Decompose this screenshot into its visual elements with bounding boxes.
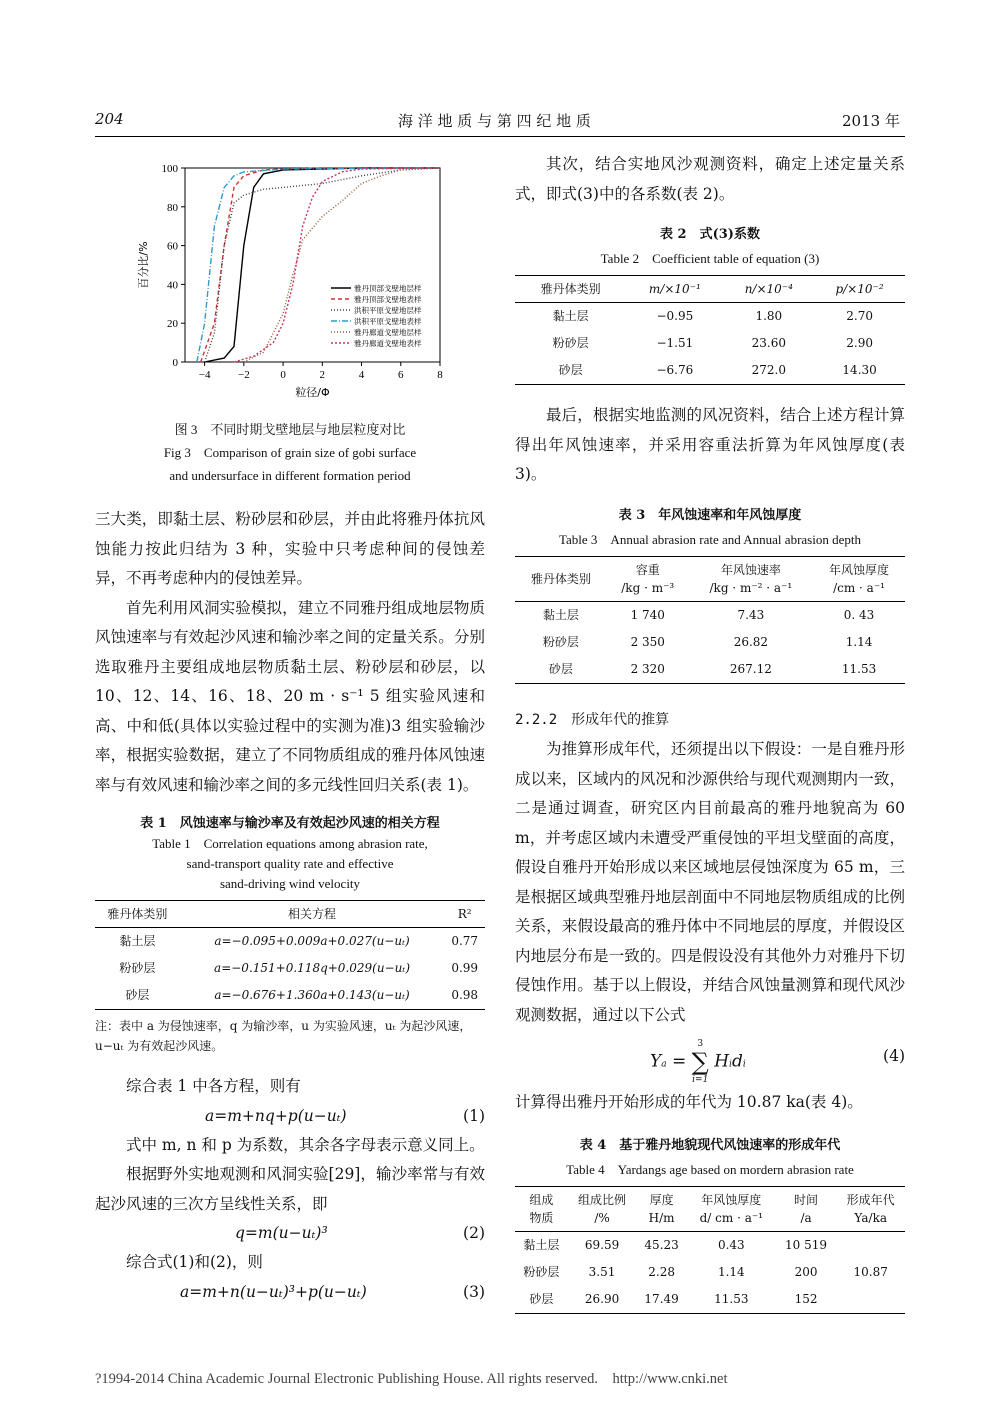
paragraph: 为推算形成年代，还须提出以下假设：一是自雅丹形成以来，区域内的风况和沙源供给与现代观测期内一致，二是通过调查，研究区内目前最高的雅丹地貌高为 60 m，并考虑区域内未遭受严重侵蚀的平坦戈壁面的高度，假设自雅丹开始形成以来区域地层侵蚀深度为 65 m，三是根据区域典型雅丹地层剖面中不同地层物质组成的比例关系，来假设最高的雅丹体中不同地层的厚度，并假设区内地层分布是一致的。四是假设没有其他外力对雅丹下切侵蚀作用。基于以上假设，并结合风蚀量测算和现代风沙观测数据，通过以下公式 [515, 740, 905, 1024]
table-header: m/×10⁻¹ [626, 276, 723, 303]
x-tick-label: 0 [280, 369, 286, 381]
table-row [515, 330, 905, 357]
y-tick-label: 100 [161, 163, 178, 175]
fig-caption-cn: 图 3 不同时期戈壁地层与地层粒度对比 [174, 422, 406, 437]
cell: 1.80 [755, 309, 783, 323]
table-3 [515, 556, 905, 684]
cell: 粉砂层 [552, 336, 589, 350]
table-row [95, 928, 485, 956]
table3-title-cn: 表 3 年风蚀速率和年风蚀厚度 [618, 507, 802, 523]
cell: 1.14 [845, 634, 873, 649]
cell: 10 519 [785, 1237, 828, 1252]
table-header: p/×10⁻² [814, 276, 905, 303]
cell: 2.90 [846, 336, 873, 350]
cell: 26.90 [568, 1286, 637, 1314]
cell: 黏土层 [523, 1237, 560, 1252]
table1-note: 注：表中 a 为侵蚀速率，q 为输沙率，u 为实验风速，uₜ 为起沙风速，u−uₜ 为有效起沙风速。 [95, 1019, 472, 1053]
table-row [515, 1231, 905, 1259]
cell: 10.87 [836, 1231, 905, 1313]
legend-label: 雅丹顶部戈壁地表样 [354, 295, 422, 304]
cell: 1.14 [717, 1264, 745, 1279]
cell: 2.28 [648, 1264, 675, 1279]
table-row [515, 357, 905, 385]
paragraph: 根据野外实地观测和风洞实验[29]，输沙率常与有效起沙风速的三次方呈线性关系，即 [95, 1165, 485, 1213]
table-header: 厚度 H/m [636, 1186, 687, 1231]
cell: a=−0.151+0.118q+0.029(u−uₜ) [214, 961, 410, 975]
cell: 0. 43 [843, 607, 875, 622]
cell: −6.76 [626, 357, 723, 385]
cell: 砂层 [95, 982, 180, 1010]
y-tick-label: 40 [167, 279, 178, 292]
cell: 黏土层 [542, 607, 579, 622]
cell: 17.49 [636, 1286, 687, 1314]
table1-title-en: sand-driving wind velocity [219, 876, 361, 891]
cell: −0.95 [656, 309, 694, 323]
cell: 3.51 [588, 1264, 616, 1279]
table-row [515, 656, 905, 684]
cell: 黏土层 [119, 934, 156, 948]
grain-size-chart [95, 150, 485, 400]
y-tick-label: 20 [167, 318, 178, 331]
table-row [515, 303, 905, 331]
table1-title-en: sand-transport quality rate and effective [186, 856, 394, 871]
equation-4 [515, 1030, 905, 1088]
fig-caption-en2: and undersurface in different formation period [169, 468, 411, 483]
figure-3 [95, 150, 485, 490]
x-tick-label: 2 [319, 369, 326, 381]
year: 2013 年 [842, 112, 900, 130]
cell: a=−0.676+1.360a+0.143(u−uₜ) [180, 982, 445, 1010]
header-rule [95, 136, 905, 137]
equation-text: q=m(u−uₜ)³ [235, 1224, 328, 1242]
cell: −1.51 [656, 336, 694, 350]
table-header: R² [444, 901, 485, 928]
x-tick-label: 4 [358, 369, 365, 381]
table3-title-en: Table 3 Annual abrasion rate and Annual abrasion depth [559, 531, 861, 547]
equation-number: (3) [463, 1282, 485, 1301]
cell: 23.60 [751, 336, 786, 350]
paragraph: 计算得出雅丹开始形成的年代为 10.87 ka(表 4)。 [515, 1093, 863, 1111]
left-column [95, 505, 485, 1307]
table-header: n/×10⁻⁴ [723, 276, 814, 303]
table2-title-cn: 表 2 式(3)系数 [660, 227, 760, 242]
paragraph: 三大类，即黏土层、粉砂层和砂层，并由此将雅丹体抗风蚀能力按此归结为 3 种，实验中只考虑种间的侵蚀差异，不再考虑种内的侵蚀差异。 [95, 510, 485, 587]
right-column [515, 150, 905, 1314]
cell: 2 350 [630, 634, 665, 649]
cell: 0.98 [444, 982, 485, 1010]
table-4 [515, 1186, 905, 1314]
x-tick-label: 8 [437, 369, 443, 381]
cell: 267.12 [689, 656, 813, 684]
paragraph: 综合式(1)和(2)，则 [126, 1253, 263, 1271]
y-tick-label: 80 [167, 201, 178, 214]
equation-number: (2) [463, 1224, 485, 1242]
cell: 粉砂层 [119, 961, 156, 975]
table-row [515, 629, 905, 656]
cell: 2 320 [607, 656, 689, 684]
cell: 26.82 [733, 634, 769, 649]
table1-title-en: Table 1 Correlation equations among abrasion rate, [152, 836, 428, 851]
table-header: 容重 /kg · m⁻³ [607, 556, 689, 601]
table-header: 年风蚀厚度 d/ cm · a⁻¹ [687, 1186, 776, 1231]
equation-2 [95, 1219, 485, 1248]
cell: 0.77 [451, 934, 479, 948]
equation-text: Ya = 3 ∑ i=1 Hidi [650, 1039, 746, 1085]
table1-title-cn: 表 1 风蚀速率与输沙率及有效起沙风速的相关方程 [140, 816, 440, 831]
legend-label: 雅丹廊道戈壁地层样 [354, 328, 422, 337]
cell: 砂层 [515, 1286, 568, 1314]
table-header: 组成比例 /% [568, 1186, 637, 1231]
table-row [95, 982, 485, 1010]
x-tick-label: −4 [198, 369, 211, 381]
table-header: 雅丹体类别 [515, 556, 607, 601]
paragraph: 其次，结合实地风沙观测资料，确定上述定量关系式，即式(3)中的各系数(表 2)。 [515, 155, 905, 203]
table2-title-en: Table 2 Coefficient table of equation (3) [600, 251, 820, 266]
table-row [95, 955, 485, 982]
table-row [515, 601, 905, 629]
equation-text: a=m+n(u−uₜ)³+p(u−uₜ) [180, 1282, 367, 1301]
y-tick-label: 60 [167, 240, 178, 253]
paragraph: 最后，根据实地监测的风况资料，结合上述方程计算得出年风蚀速率，并采用容重法折算为年风蚀厚度(表 3)。 [515, 406, 905, 483]
equation-3 [95, 1278, 485, 1307]
table-header: 雅丹体类别 [95, 901, 180, 928]
table-header: 年风蚀速率 /kg · m⁻² · a⁻¹ [689, 556, 813, 601]
table-header: 时间 /a [776, 1186, 837, 1231]
paragraph: 式中 m, n 和 p 为系数，其余各字母表示意义同上。 [126, 1135, 485, 1154]
cell: 11.53 [687, 1286, 776, 1314]
equation-number: (1) [463, 1106, 485, 1125]
cell: 11.53 [813, 656, 905, 684]
x-axis-label: 粒径/Φ [295, 386, 330, 399]
equation-number: (4) [883, 1047, 905, 1065]
section-heading: 2.2.2 形成年代的推算 [515, 711, 670, 728]
paragraph: 首先利用风洞实验模拟，建立不同雅丹组成地层物质风蚀速率与有效起沙风速和输沙率之间的定量关系。分别选取雅丹主要组成地层物质黏土层、粉砂层和砂层，以 10、12、14、16、18、20 m · s⁻¹ 5 组实验风速和高、中和低(具体以实验过程中的实测为准)3 组实验输沙率，根据实验数据，建立了不同物质组成的雅丹体风蚀速率与有效风速和输沙率之间的多元线性回归关系(表 1)。 [95, 598, 485, 794]
table-header: 年风蚀厚度 /cm · a⁻¹ [813, 556, 905, 601]
table-header: 相关方程 [180, 901, 445, 928]
cell: 2.70 [846, 309, 873, 323]
table-header: 组成 物质 [515, 1186, 568, 1231]
cell: 黏土层 [552, 309, 589, 323]
cell: 7.43 [737, 607, 765, 622]
table-header: 形成年代 Ya/ka [836, 1186, 905, 1231]
legend-label: 雅丹顶部戈壁地层样 [354, 284, 422, 293]
cell: 200 [794, 1264, 818, 1279]
cell: 1 740 [630, 607, 665, 622]
fig-caption-en1: Fig 3 Comparison of grain size of gobi surface [163, 445, 417, 460]
x-tick-label: 6 [398, 369, 404, 381]
legend-label: 洪积平原戈壁地表样 [354, 317, 422, 326]
page-number: 204 [95, 110, 124, 128]
cell: 粉砂层 [542, 634, 579, 649]
y-axis-label: 百分比/% [137, 241, 150, 289]
cell: 45.23 [644, 1237, 679, 1252]
cell: 粉砂层 [523, 1264, 560, 1279]
x-tick-label: −2 [237, 369, 250, 381]
table-1 [95, 900, 485, 1010]
table4-title-en: Table 4 Yardangs age based on mordern abrasion rate [566, 1161, 854, 1177]
equation-text: a=m+nq+p(u−uₜ) [205, 1106, 347, 1125]
journal-name: 海 洋 地 质 与 第 四 纪 地 质 [398, 112, 591, 130]
cell: a=−0.095+0.009a+0.027(u−uₜ) [214, 934, 410, 948]
legend-label: 雅丹廊道戈壁地表样 [354, 339, 422, 348]
cell: 69.59 [584, 1237, 620, 1252]
y-tick-label: 0 [172, 357, 178, 369]
paragraph: 综合表 1 中各方程，则有 [126, 1077, 301, 1095]
equation-1 [95, 1102, 485, 1131]
cell: 152 [776, 1286, 837, 1314]
cell: 砂层 [515, 357, 626, 385]
cell: 砂层 [515, 656, 607, 684]
table-header: 雅丹体类别 [515, 276, 626, 303]
cell: 272.0 [723, 357, 814, 385]
cell: 0.43 [717, 1237, 745, 1252]
copyright-footer: ?1994-2014 China Academic Journal Electronic Publishing House. All rights reserved. http://www.cnki.net [95, 1371, 728, 1387]
table4-title-cn: 表 4 基于雅丹地貌现代风蚀速率的形成年代 [579, 1137, 841, 1153]
cell: 0.99 [451, 961, 479, 975]
legend-label: 洪积平原戈壁地层样 [354, 306, 422, 315]
table-2 [515, 275, 905, 385]
cell: 14.30 [814, 357, 905, 385]
